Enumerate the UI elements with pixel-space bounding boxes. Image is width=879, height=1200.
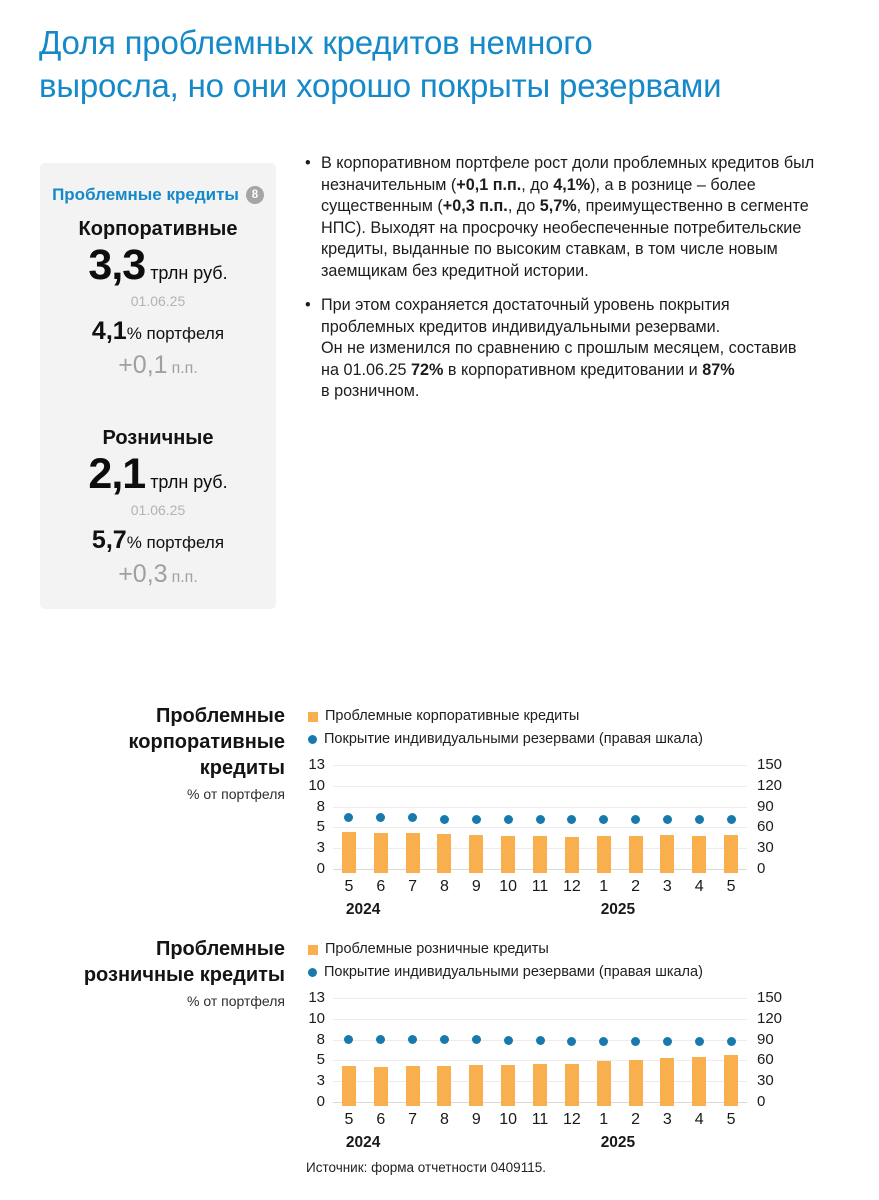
text-run: В корпоративном портфеле рост доли проблемных кредитов был — [321, 154, 815, 172]
gridline — [333, 807, 747, 808]
left-axis-tick: 5 — [316, 818, 325, 836]
bar — [406, 833, 420, 873]
text-run: существенным ( — [321, 197, 443, 215]
bar — [724, 835, 738, 873]
right-axis-tick: 60 — [757, 1051, 774, 1069]
right-axis-tick: 150 — [757, 756, 783, 773]
bar — [692, 836, 706, 873]
chart-title-line: корпоративные — [128, 731, 285, 753]
coverage-dot — [472, 815, 481, 824]
metric-share-unit: % портфеля — [126, 324, 225, 343]
coverage-dot — [599, 815, 608, 824]
right-axis-tick: 90 — [757, 1030, 774, 1048]
metric-share-row — [40, 317, 276, 346]
month-label: 3 — [662, 1111, 672, 1128]
legend-item — [308, 961, 703, 984]
metric-label: Розничные — [102, 427, 214, 449]
metric-share: 5,7 — [91, 526, 127, 554]
text-run: кредиты, выданные по высоким ставкам, в том числе новым — [321, 240, 778, 258]
coverage-dot — [344, 1035, 353, 1044]
metric-delta-unit: п.п. — [171, 360, 198, 377]
right-axis-tick: 0 — [757, 860, 766, 877]
chart-legend — [308, 705, 703, 751]
month-label: 3 — [662, 878, 672, 895]
metric-value-row — [40, 450, 276, 499]
dot-swatch-icon — [308, 735, 317, 744]
text-run: НПС). Выходят на просрочку необеспеченные потребительские — [321, 218, 802, 237]
month-label: 7 — [408, 1111, 418, 1128]
coverage-dot — [408, 1035, 417, 1044]
month-label: 9 — [471, 1111, 481, 1128]
month-label: 5 — [344, 878, 354, 895]
bar — [660, 835, 674, 873]
bar — [374, 833, 388, 873]
metric-value: 2,1 — [88, 450, 146, 498]
legend-item — [308, 938, 703, 961]
legend-item — [308, 728, 703, 751]
chart-title-lines — [0, 936, 285, 988]
bar-swatch-icon — [308, 712, 318, 722]
chart-plot-area — [308, 756, 783, 918]
month-label: 1 — [599, 878, 609, 895]
metric-date: 01.06.25 — [130, 293, 186, 309]
bar — [597, 1061, 611, 1106]
left-axis-tick: 3 — [316, 1072, 325, 1090]
chart-title-line: Проблемные — [155, 938, 285, 960]
bar — [469, 1065, 483, 1106]
coverage-dot — [504, 1036, 513, 1045]
gridline — [333, 998, 747, 999]
bar — [533, 1064, 547, 1106]
left-axis-tick: 10 — [308, 1009, 325, 1027]
metric-delta: +0,1 — [118, 351, 168, 379]
page-title — [39, 21, 859, 107]
dot-swatch-icon — [308, 968, 317, 977]
bar — [342, 832, 356, 873]
text-run: Он не изменился по сравнению с прошлым месяцем, составив — [321, 339, 797, 357]
legend-label: Проблемные корпоративные кредиты — [325, 708, 580, 724]
metric-block — [40, 427, 276, 589]
card-header — [40, 185, 276, 205]
bar — [692, 1057, 706, 1106]
month-label: 12 — [562, 878, 581, 895]
coverage-dot — [504, 815, 513, 824]
left-axis-tick: 5 — [316, 1051, 325, 1069]
coverage-dot — [695, 1037, 704, 1046]
coverage-dot — [536, 1036, 545, 1045]
metric-share-unit: % портфеля — [126, 533, 225, 552]
text-run: ), а в рознице – более — [590, 175, 756, 194]
right-axis-tick: 0 — [757, 1093, 766, 1110]
coverage-dot — [695, 815, 704, 824]
metric-delta-row — [40, 351, 276, 380]
card-title: Проблемные кредиты — [52, 185, 239, 204]
text-run: , до — [521, 175, 554, 194]
bar — [437, 834, 451, 873]
coverage-dot — [567, 815, 576, 824]
legend-item — [308, 705, 703, 728]
bar — [342, 1066, 356, 1106]
metric-block — [40, 218, 276, 380]
right-axis-tick: 150 — [757, 989, 783, 1006]
problem-loans-summary-card — [40, 163, 276, 609]
emphasized-text: 5,7% — [539, 197, 577, 215]
text-run: в розничном. — [321, 382, 420, 400]
right-axis-tick: 90 — [757, 797, 774, 815]
coverage-dot — [599, 1037, 608, 1046]
month-label: 11 — [531, 878, 549, 895]
gridline — [333, 786, 747, 787]
chart-title-line: кредиты — [199, 757, 285, 779]
metric-blocks — [40, 218, 276, 589]
coverage-dot — [663, 1037, 672, 1046]
chart-retail-problem-loans — [0, 934, 879, 1166]
metric-value-unit: трлн руб. — [150, 263, 228, 283]
month-label: 11 — [531, 1111, 549, 1128]
month-label: 5 — [726, 878, 736, 895]
month-label: 8 — [440, 878, 449, 895]
month-label: 4 — [694, 878, 704, 895]
bar — [374, 1067, 388, 1106]
metric-value-row — [40, 241, 276, 290]
coverage-dot — [440, 815, 449, 824]
chart-corporate-problem-loans — [0, 701, 879, 933]
bar — [629, 1060, 643, 1106]
bar — [629, 836, 643, 873]
key-points-list — [304, 153, 876, 416]
bar — [533, 836, 547, 873]
bar — [597, 836, 611, 873]
month-label: 12 — [562, 1111, 581, 1128]
source-note: Источник: форма отчетности 0409115. — [306, 1160, 546, 1175]
month-label: 7 — [408, 878, 418, 895]
right-axis-tick: 120 — [757, 776, 783, 794]
emphasized-text: 72% — [410, 360, 444, 379]
emphasized-text: +0,3 п.п. — [442, 197, 508, 215]
metric-label: Корпоративные — [78, 218, 238, 240]
emphasized-text: 4,1% — [553, 175, 591, 194]
chart-title — [0, 703, 285, 803]
coverage-dot — [408, 813, 417, 822]
year-label: 2025 — [600, 901, 636, 918]
metric-delta: +0,3 — [118, 560, 168, 588]
right-axis-tick: 30 — [757, 839, 774, 857]
month-label: 5 — [344, 1111, 354, 1128]
year-label: 2024 — [345, 1134, 381, 1151]
left-axis-tick: 8 — [316, 797, 325, 815]
coverage-dot — [344, 813, 353, 822]
metric-value: 3,3 — [88, 241, 146, 289]
month-label: 8 — [440, 1111, 449, 1128]
page-title-line1: Доля проблемных кредитов немного — [39, 24, 593, 61]
month-label: 2 — [631, 878, 640, 895]
text-run: заемщикам без кредитной истории. — [321, 261, 589, 280]
year-label: 2025 — [600, 1134, 636, 1151]
left-axis-tick: 0 — [316, 1093, 325, 1110]
chart-subtitle: % от портфеля — [187, 786, 285, 802]
month-label: 6 — [376, 878, 386, 895]
coverage-dot — [567, 1037, 576, 1046]
chart-title — [0, 936, 285, 1010]
coverage-dot — [472, 1035, 481, 1044]
chart-title-line: розничные кредиты — [83, 964, 285, 986]
bar — [565, 837, 579, 873]
bar — [437, 1066, 451, 1106]
chart-subtitle: % от портфеля — [187, 993, 285, 1009]
metric-share: 4,1 — [91, 317, 127, 345]
coverage-dot — [440, 1035, 449, 1044]
chart-title-line: Проблемные — [155, 705, 285, 727]
month-label: 5 — [726, 1111, 736, 1128]
bar — [565, 1064, 579, 1106]
gridline — [333, 1019, 747, 1020]
gridline — [333, 827, 747, 828]
chart-legend — [308, 938, 703, 984]
text-run: проблемных кредитов индивидуальными резервами. — [321, 317, 721, 336]
left-axis-tick: 8 — [316, 1030, 325, 1048]
coverage-dot — [376, 1035, 385, 1044]
right-axis-tick: 30 — [757, 1072, 774, 1090]
left-axis-tick: 13 — [308, 756, 325, 773]
text-run: на 01.06.25 — [321, 360, 411, 379]
gridline — [333, 1060, 747, 1061]
text-run: При этом сохраняется достаточный уровень покрытия — [321, 296, 730, 314]
metric-delta-row — [40, 560, 276, 589]
metric-delta-unit: п.п. — [171, 569, 198, 586]
right-axis-tick: 60 — [757, 818, 774, 836]
metric-date: 01.06.25 — [130, 502, 186, 518]
legend-label: Проблемные розничные кредиты — [325, 941, 549, 957]
text-run: в корпоративном кредитовании и — [443, 360, 703, 379]
coverage-dot — [631, 815, 640, 824]
metric-share-row — [40, 526, 276, 555]
month-label: 1 — [599, 1111, 609, 1128]
legend-label: Покрытие индивидуальными резервами (правая шкала) — [324, 964, 703, 980]
emphasized-text: 87% — [702, 360, 735, 379]
month-label: 6 — [376, 1111, 386, 1128]
coverage-dot — [727, 815, 736, 824]
left-axis-tick: 13 — [308, 989, 325, 1006]
year-label: 2024 — [345, 901, 381, 918]
bar — [501, 1065, 515, 1106]
footnote-badge: 8 — [246, 186, 264, 204]
page-title-line2: выросла, но они хорошо покрыты резервами — [39, 67, 722, 104]
month-label: 9 — [471, 878, 481, 895]
left-axis-tick: 0 — [316, 860, 325, 877]
metric-value-unit: трлн руб. — [150, 472, 228, 492]
bar — [660, 1058, 674, 1106]
month-label: 10 — [499, 1111, 518, 1128]
month-label: 4 — [694, 1111, 704, 1128]
month-label: 2 — [631, 1111, 640, 1128]
bar — [501, 836, 515, 873]
bar-swatch-icon — [308, 945, 318, 955]
bar — [469, 835, 483, 873]
chart-title-lines — [0, 703, 285, 781]
month-label: 10 — [499, 878, 518, 895]
left-axis-tick: 10 — [308, 776, 325, 794]
coverage-dot — [727, 1037, 736, 1046]
bar — [406, 1066, 420, 1106]
coverage-dot — [536, 815, 545, 824]
coverage-dot — [631, 1037, 640, 1046]
coverage-dot — [663, 815, 672, 824]
left-axis-tick: 3 — [316, 839, 325, 857]
text-run: , преимущественно в сегменте — [576, 197, 809, 215]
key-point — [304, 295, 876, 403]
coverage-dot — [376, 813, 385, 822]
chart-plot-area — [308, 989, 783, 1151]
emphasized-text: +0,1 п.п. — [456, 175, 522, 194]
right-axis-tick: 120 — [757, 1009, 783, 1027]
key-point — [304, 153, 876, 282]
gridline — [333, 765, 747, 766]
legend-label: Покрытие индивидуальными резервами (правая шкала) — [324, 731, 703, 747]
text-run: , до — [507, 197, 540, 215]
text-run: незначительным ( — [321, 175, 457, 194]
bar — [724, 1055, 738, 1106]
